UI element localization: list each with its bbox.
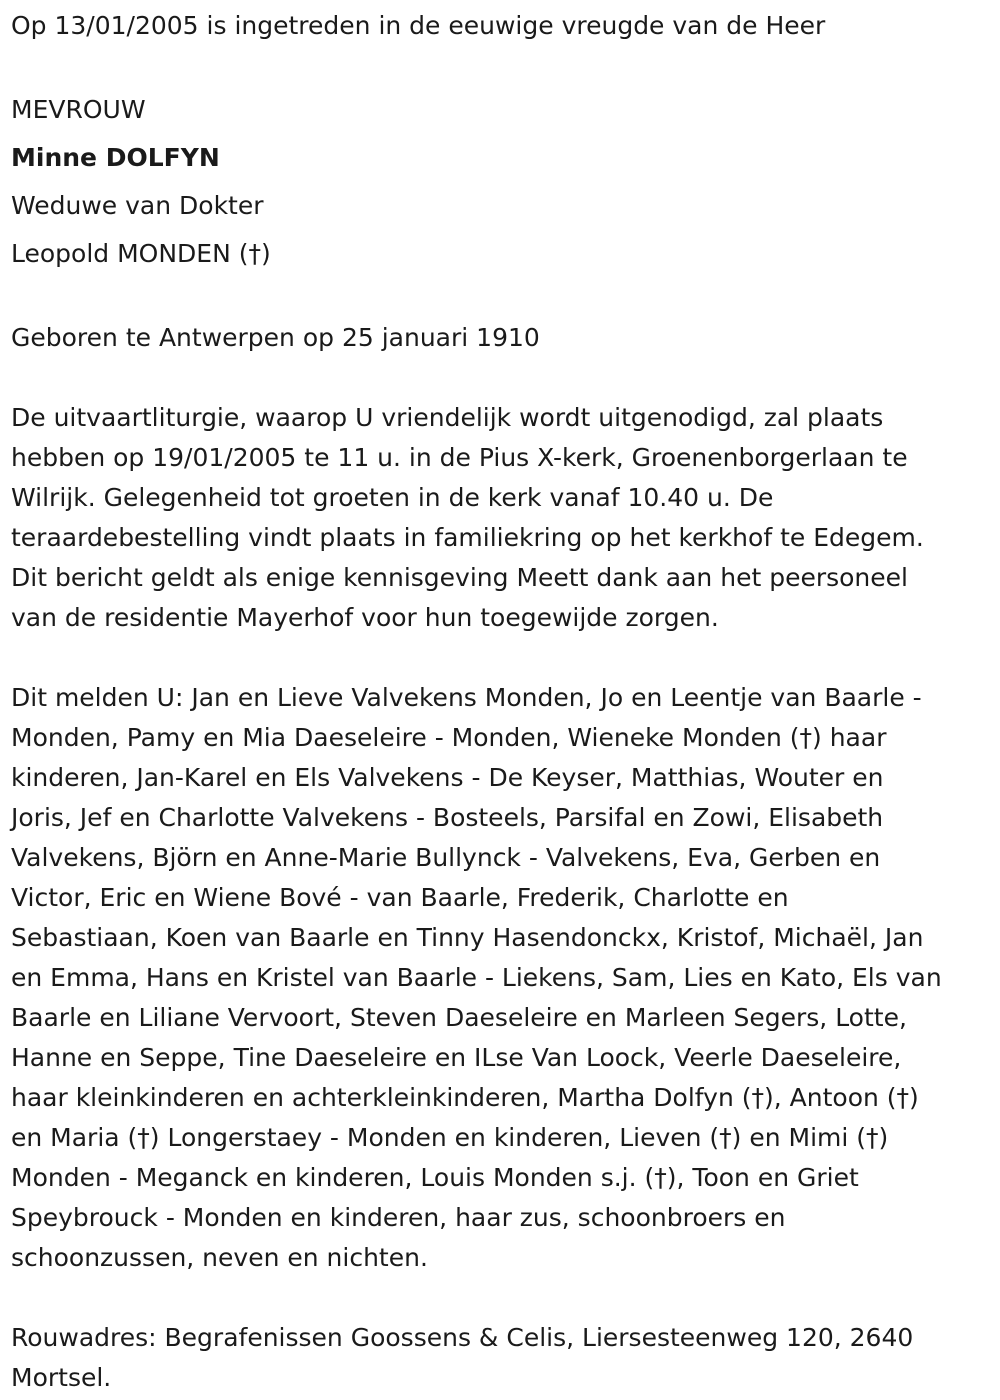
family-line: Joris, Jef en Charlotte Valvekens - Bosteels, Parsifal en Zowi, Elisabeth xyxy=(11,803,884,832)
deceased-name: Minne DOLFYN xyxy=(11,143,220,172)
spouse-line-1: Weduwe van Dokter xyxy=(11,191,264,220)
family-line: Valvekens, Björn en Anne-Marie Bullynck - Valvekens, Eva, Gerben en xyxy=(11,843,881,872)
family-line: schoonzussen, neven en nichten. xyxy=(11,1243,428,1272)
family-line: Monden, Pamy en Mia Daeseleire - Monden, Wieneke Monden (†) haar xyxy=(11,723,887,752)
spouse-line-2: Leopold MONDEN (†) xyxy=(11,239,271,268)
family-line: en Maria (†) Longerstaey - Monden en kinderen, Lieven (†) en Mimi (†) xyxy=(11,1123,889,1152)
ceremony-line: teraardebestelling vindt plaats in familiekring op het kerkhof te Edegem. xyxy=(11,523,924,552)
ceremony-line: hebben op 19/01/2005 te 11 u. in de Pius X-kerk, Groenenborgerlaan te xyxy=(11,443,908,472)
birth-info: Geboren te Antwerpen op 25 januari 1910 xyxy=(11,323,540,352)
ceremony-line: De uitvaartliturgie, waarop U vriendelijk wordt uitgenodigd, zal plaats xyxy=(11,403,884,432)
family-line: Dit melden U: Jan en Lieve Valvekens Monden, Jo en Leentje van Baarle - xyxy=(11,683,922,712)
address-paragraph xyxy=(11,1318,988,1398)
family-line: kinderen, Jan-Karel en Els Valvekens - De Keyser, Matthias, Wouter en xyxy=(11,763,884,792)
family-line: Speybrouck - Monden en kinderen, haar zus, schoonbroers en xyxy=(11,1203,786,1232)
honorific-title: MEVROUW xyxy=(11,95,146,124)
intro-text: Op 13/01/2005 is ingetreden in de eeuwige vreugde van de Heer xyxy=(11,11,826,40)
family-line: Monden - Meganck en kinderen, Louis Monden s.j. (†), Toon en Griet xyxy=(11,1163,859,1192)
family-line: Baarle en Liliane Vervoort, Steven Daeseleire en Marleen Segers, Lotte, xyxy=(11,1003,907,1032)
family-line: en Emma, Hans en Kristel van Baarle - Liekens, Sam, Lies en Kato, Els van xyxy=(11,963,942,992)
family-line: Victor, Eric en Wiene Bové - van Baarle, Frederik, Charlotte en xyxy=(11,883,789,912)
ceremony-line: Dit bericht geldt als enige kennisgeving Meett dank aan het peersoneel xyxy=(11,563,908,592)
family-paragraph xyxy=(11,678,988,1278)
address-line: Rouwadres: Begrafenissen Goossens & Celis, Liersesteenweg 120, 2640 xyxy=(11,1323,914,1352)
ceremony-paragraph xyxy=(11,398,988,638)
ceremony-line: van de residentie Mayerhof voor hun toegewijde zorgen. xyxy=(11,603,719,632)
family-line: Hanne en Seppe, Tine Daeseleire en ILse Van Loock, Veerle Daeseleire, xyxy=(11,1043,902,1072)
family-line: Sebastiaan, Koen van Baarle en Tinny Hasendonckx, Kristof, Michaël, Jan xyxy=(11,923,924,952)
ceremony-line: Wilrijk. Gelegenheid tot groeten in de kerk vanaf 10.40 u. De xyxy=(11,483,774,512)
family-line: haar kleinkinderen en achterkleinkinderen, Martha Dolfyn (†), Antoon (†) xyxy=(11,1083,919,1112)
address-line: Mortsel. xyxy=(11,1363,112,1392)
